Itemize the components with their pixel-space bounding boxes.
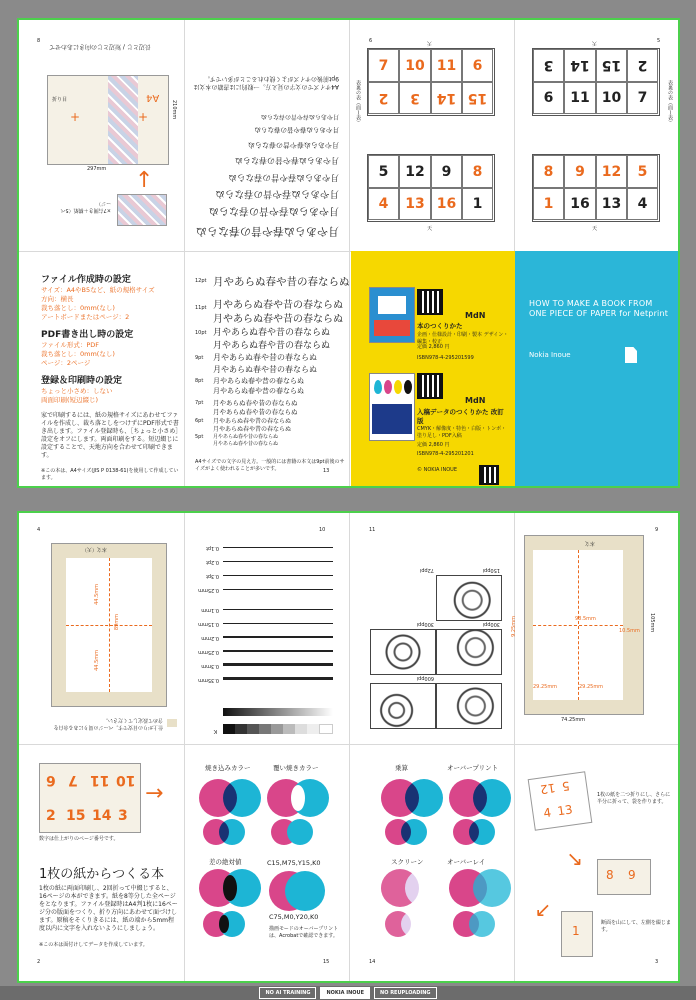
page-cell: 2 xyxy=(627,49,658,82)
sample-line: 月やあらぬ春や昔の春ならぬ xyxy=(213,300,343,311)
floral-image xyxy=(436,629,502,675)
blend-label: オーバープリント xyxy=(447,764,499,772)
page-number: 5 xyxy=(657,38,661,44)
page-cell: 9 xyxy=(564,155,596,188)
measure-label: 9.25mm xyxy=(511,616,517,637)
section-heading: ファイル作成時の設定 xyxy=(41,275,131,285)
sample-note: A4サイズでの文字の見え方。一般的には書籍の本文は9pt前後のサイズがよく使われることが多いです。 xyxy=(195,459,345,472)
page-number: 6 xyxy=(369,38,373,44)
cover-title: HOW TO MAKE A BOOK FROM ONE PIECE OF PAPER for Netprint xyxy=(529,299,669,319)
weight-label: 0.3pt xyxy=(205,573,219,579)
page-cell: 11 xyxy=(431,49,462,82)
blend-label: 焼き込みカラー xyxy=(205,764,251,772)
page-num: 14 xyxy=(92,808,112,824)
arrow-down-right-icon: → xyxy=(560,844,590,874)
fold-line xyxy=(19,744,678,745)
dpi-label: 72ppi xyxy=(419,567,434,573)
venn-circle xyxy=(219,819,245,845)
page-num: 3 xyxy=(118,808,128,824)
line-weight-samples xyxy=(189,533,339,738)
sheet-front xyxy=(17,18,680,488)
weight-line xyxy=(223,575,333,576)
sample-line: 月やあらぬ春や昔の春ならぬ xyxy=(213,276,350,288)
ten-label: 天 xyxy=(427,40,433,46)
copyright: © NOKIA INOUE xyxy=(417,467,457,473)
ink-drop-icon xyxy=(384,380,392,394)
book-body: 1枚の紙に両面印刷し、2回折って中綴じすると、16ページの本ができます。紙を8等分した全ページをとなります。ファイル登録時はA4判1枚に16ページ分の版面をつくり、折り方向にあわせて面づけします。原稿をそくりきるには、紙の端から5mm程度以内に文字を入れないようにしましょう。 xyxy=(39,885,178,933)
front-cover-panel xyxy=(515,251,680,488)
book-title: 1枚の紙からつくる本 xyxy=(39,867,165,882)
gray-gradient xyxy=(223,708,333,716)
weight-line xyxy=(223,609,333,610)
page-num: 10 xyxy=(116,772,136,788)
sample-line: 月やあらぬ春や昔の春ならぬ xyxy=(248,141,339,149)
page-cell: 15 xyxy=(596,49,627,82)
floral-image xyxy=(370,683,436,729)
blend-note: 描画モードのオーバープリントは、Acrobatで確認できます。 xyxy=(269,926,339,939)
fold-note: ×7右開き＋横紙（5ページ） xyxy=(60,200,111,213)
page-cell: 7 xyxy=(368,49,399,82)
weight-line xyxy=(223,663,333,666)
ink-drop-icon xyxy=(394,380,402,394)
venn-overlap xyxy=(223,875,237,901)
venn-circle xyxy=(401,911,427,937)
sheet-back xyxy=(17,511,680,983)
fold-line xyxy=(514,513,515,981)
page-cell: 3 xyxy=(399,82,431,114)
weight-line xyxy=(223,677,333,680)
page-cell: 6 xyxy=(533,82,564,114)
page-cell: 14 xyxy=(431,82,462,114)
venn-circle xyxy=(469,911,495,937)
step-note: 断面を山にして、左側を綴じます。 xyxy=(601,920,671,933)
resolution-samples xyxy=(369,533,504,733)
page-cell: 12 xyxy=(596,155,627,188)
gray-scale xyxy=(223,724,333,734)
sample-line: 月やあらぬ春や昔の春ならぬ xyxy=(235,156,339,165)
page-cell: 8 xyxy=(533,155,564,188)
page-num: 8 xyxy=(606,868,614,882)
page-num: 5 xyxy=(561,778,571,794)
cover-author: Nokia Inoue xyxy=(529,351,571,359)
page-num: 6 xyxy=(46,772,56,788)
measure-label: 本文 xyxy=(585,540,596,546)
book-title: 入稿データのつくりかた 改訂版 xyxy=(417,408,504,425)
side-label: 表裏の表（面１表） xyxy=(355,80,361,125)
diagram-caption: 長辺とじ / 短辺とじの向きにあわせて xyxy=(49,43,151,51)
dpi-label: 300ppi xyxy=(482,621,500,627)
setting-item: サイズ：A4やB5など、紙の規格サイズ xyxy=(41,286,155,294)
page-cell: 15 xyxy=(462,82,493,114)
book-cover-thumb xyxy=(369,287,415,343)
arrow-up-icon: ↑ xyxy=(135,168,154,193)
side-label: 表裏の表（面１表） xyxy=(667,80,673,125)
back-cover-panel xyxy=(351,251,515,488)
page-cell: 6 xyxy=(462,49,493,82)
qr-code-icon xyxy=(479,465,499,485)
venn-circle xyxy=(469,819,495,845)
measure-label: 44.5mm xyxy=(94,584,100,605)
measure-label: 105mm xyxy=(649,613,655,633)
sample-line: 月やあらぬ春や昔の春ならぬ xyxy=(213,399,298,407)
venn-circle xyxy=(473,869,511,907)
size-label: 8pt xyxy=(195,378,204,384)
measure-label: 10.5mm xyxy=(619,628,640,634)
setting-item: 両面印刷(短辺綴じ) xyxy=(41,396,99,404)
weight-label: 0.25mm xyxy=(198,649,219,655)
booklet-final xyxy=(561,911,593,957)
page-cell: 7 xyxy=(627,82,658,114)
sample-line: 月やあらぬ春や昔の春ならぬ xyxy=(213,441,279,447)
qr-code-icon xyxy=(417,289,443,315)
ten-label: 天 xyxy=(592,226,598,232)
blend-label: スクリーン xyxy=(391,858,424,866)
sample-line: 月やあらぬ春や昔の春ならぬ xyxy=(213,377,304,385)
sample-line: 月やあらぬ春や昔の春ならぬ xyxy=(196,225,339,238)
page-num: 12 xyxy=(539,780,557,797)
sample-note: A4サイズでの文字の見え方。一般的には書籍の本文は9pt前後のサイズがよく使われることが多いです。 xyxy=(193,74,339,90)
publisher-logo: MdN xyxy=(465,396,486,405)
sample-line: 月やあらぬ春や昔の春ならぬ xyxy=(213,365,317,374)
setting-item: 裁ち落とし：0mm(なし) xyxy=(41,304,115,312)
ink-drop-icon xyxy=(374,380,382,394)
footer-bar xyxy=(0,986,696,1000)
sample-line: 月やあらぬ春や昔の春ならぬ xyxy=(254,126,339,134)
legend-swatch xyxy=(167,719,177,727)
setting-item: アートボードまたはページ：2 xyxy=(41,313,130,321)
weight-line xyxy=(223,636,333,638)
fold-line xyxy=(184,513,185,981)
page-number: 10 xyxy=(319,527,326,533)
plus-mark: + xyxy=(138,110,149,124)
blend-label: オーバーレイ xyxy=(447,858,486,866)
page-cell: 10 xyxy=(596,82,627,114)
measure-label: 89mm xyxy=(114,614,120,631)
center-guide xyxy=(66,625,152,626)
floral-image xyxy=(370,629,436,675)
page-cell: 10 xyxy=(399,49,431,82)
sample-line: 月やあらぬ春や昔の春ならぬ xyxy=(213,408,298,416)
folded-sheet-step xyxy=(528,771,593,831)
blend-label: 乗算 xyxy=(395,764,408,772)
book-title: 本のつくりかた xyxy=(417,322,463,330)
sample-line: 月やあらぬ春や昔の春ならぬ xyxy=(213,434,279,440)
size-label: 10pt xyxy=(195,330,207,336)
measure-label: 29.25mm xyxy=(579,684,604,690)
book-isbn: ISBN978-4-295201599 xyxy=(417,355,474,361)
font-samples-inverted xyxy=(189,40,339,240)
sample-line: 月やあらぬ春や昔の春ならぬ xyxy=(215,188,339,199)
page-number: 4 xyxy=(37,527,41,533)
body-paragraph: 家で印刷するには、紙の規格サイズにあわせてファイルを作成し、裁ち落としをつけずにPDF形式で書き出します。ファイル登録時も、［ちょっと小さめ］設定をオフにします。両面印刷をする。短辺綴じに設定することで、天地方向を合わせて印刷できます。 xyxy=(41,412,179,460)
dpi-label: 600ppi xyxy=(416,675,434,681)
footer-tag: NOKIA INOUE xyxy=(320,987,370,999)
sample-line: 月やあらぬ春や昔の春ならぬ xyxy=(213,387,304,395)
size-label: 11pt xyxy=(195,305,207,311)
size-label: 6pt xyxy=(195,418,204,424)
blend-label: 差の絶対値 xyxy=(209,858,242,866)
section-heading: 登録＆印刷時の設定 xyxy=(41,376,123,386)
size-label: 7pt xyxy=(195,400,204,406)
step-note: 1枚の紙を二つ折りにし、さらに半分に折って、袋を作ります。 xyxy=(597,792,671,805)
height-label: 210mm xyxy=(171,100,177,120)
weight-label: 0.3mm xyxy=(201,663,219,669)
book-icon xyxy=(378,296,406,314)
weight-label: 0.2pt xyxy=(205,559,219,565)
page-num: 1 xyxy=(572,924,580,938)
page-num: 9 xyxy=(628,868,636,882)
setting-item: ちょっと小さめ：しない xyxy=(41,387,113,395)
page-cell: 16 xyxy=(431,188,462,220)
floral-image xyxy=(436,575,502,621)
folio-label: 折り目 xyxy=(52,97,68,103)
page-number: 3 xyxy=(655,959,659,965)
page-cell: 14 xyxy=(564,49,596,82)
footer-tag: NO AI TRAINING xyxy=(259,987,316,999)
dpi-label: 150ppi xyxy=(482,567,500,573)
book-price: 定価 2,860 円 xyxy=(417,442,450,448)
imposition-grid xyxy=(532,154,660,222)
page-measure-diagram xyxy=(51,543,167,707)
page-number: 13 xyxy=(323,468,330,474)
caption: 数字は仕上がりのページ番号です。 xyxy=(39,836,119,842)
page-measure-diagram xyxy=(511,535,644,715)
weight-label: 0.1pt xyxy=(205,545,219,551)
measure-label: 29.25mm xyxy=(533,684,558,690)
a4-sheet-diagram xyxy=(47,75,169,165)
fold-line xyxy=(349,20,350,486)
weight-line xyxy=(223,589,333,590)
venn-overlap xyxy=(219,915,229,933)
page-num: 13 xyxy=(556,802,574,819)
venn-circle xyxy=(405,779,443,817)
sample-line: 月やあらぬ春や昔の春ならぬ xyxy=(213,426,292,433)
venn-circle xyxy=(285,871,325,911)
setting-item: 方向：横長 xyxy=(41,295,74,303)
book-isbn: ISBN978-4-295201201 xyxy=(417,451,474,457)
imposition-grid xyxy=(532,48,660,116)
page-num: 11 xyxy=(90,772,110,788)
fold-line xyxy=(349,513,350,981)
arrow-right-icon: → xyxy=(145,781,164,806)
plus-mark: + xyxy=(70,110,81,124)
ink-drop-icon xyxy=(404,380,412,394)
ten-label: 天 xyxy=(427,226,433,232)
weight-label: 0.35mm xyxy=(198,677,219,683)
paper-icon xyxy=(625,347,637,363)
size-label: 5pt xyxy=(195,434,204,440)
qr-code-icon xyxy=(417,373,443,399)
fold-line xyxy=(184,20,185,486)
venn-circle xyxy=(401,819,427,845)
arrow-down-left-icon: → xyxy=(528,896,558,926)
settings-column xyxy=(41,272,181,481)
page-number: 8 xyxy=(37,38,41,44)
page-cell: 8 xyxy=(462,155,493,188)
book-subtitle: CMYK・解像度・特色・白版・トンボ・塗り足し・PDF入稿 xyxy=(417,426,507,439)
size-label: 12pt xyxy=(195,278,207,284)
page-num: 15 xyxy=(66,808,86,824)
folded-sheet-thumb xyxy=(117,194,167,226)
weight-label: 0.15mm xyxy=(198,621,219,627)
page-cell: 5 xyxy=(368,155,399,188)
size-label: 9pt xyxy=(195,355,204,361)
page-cell: 1 xyxy=(533,188,564,220)
venn-overlap xyxy=(291,785,305,811)
width-label: 297mm xyxy=(87,166,107,172)
weight-label: 0.25mm xyxy=(198,587,219,593)
page-num: 7 xyxy=(68,772,78,788)
floral-image xyxy=(436,683,502,729)
weight-line xyxy=(223,561,333,562)
imposition-grid xyxy=(367,154,495,222)
sample-line: 月やあらぬ春や昔の春ならぬ xyxy=(213,328,331,338)
weight-label: 0.2mm xyxy=(201,635,219,641)
sample-line: 月やあらぬ春や昔の春ならぬ xyxy=(213,341,331,351)
setting-item: 裁ち落とし：0mm(なし) xyxy=(41,350,115,358)
venn-circle xyxy=(223,779,261,817)
book-cover-thumb xyxy=(369,373,415,441)
setting-item: ファイル形式：PDF xyxy=(41,341,100,349)
page-number: 15 xyxy=(323,959,330,965)
venn-circle xyxy=(405,869,443,907)
sample-line: 月やあらぬ春や昔の春ならぬ xyxy=(213,314,343,325)
blend-label: 覆い焼きカラー xyxy=(273,764,319,772)
size-label: A4 xyxy=(146,92,160,103)
setting-item: ページ：2ページ xyxy=(41,359,91,367)
book-subtitle: 企画・仕様設計・印刷・製本 デザイン・編集・校正 xyxy=(417,332,509,345)
venn-circle xyxy=(473,779,511,817)
footer-tag: NO REUPLOADING xyxy=(374,987,436,999)
sample-line: 月やあらぬ春や昔の春ならぬ xyxy=(213,353,317,362)
sample-line: 月やあらぬ春や昔の春ならぬ xyxy=(228,172,339,182)
cmyk-label: C75,M0,Y20,K0 xyxy=(269,913,319,921)
venn-circle xyxy=(287,819,313,845)
booklet-step xyxy=(597,859,651,895)
section-heading: PDF書き出し時の設定 xyxy=(41,330,134,340)
cover-band xyxy=(374,320,410,336)
measure-label: 98.5mm xyxy=(575,616,596,622)
measure-label: 本文（天） xyxy=(82,546,108,552)
book-note: ※この本は面付けしてデータを作成しています。 xyxy=(39,942,148,948)
page-number: 2 xyxy=(37,959,41,965)
weight-line xyxy=(223,547,333,548)
weight-line xyxy=(223,650,333,652)
folded-pages-diagram xyxy=(39,763,141,833)
weight-line xyxy=(223,623,333,624)
page-number: 11 xyxy=(369,527,376,533)
page-cell: 11 xyxy=(564,82,596,114)
page-number: 9 xyxy=(655,527,659,533)
measure-label: 44.5mm xyxy=(94,650,100,671)
ten-label: 天 xyxy=(592,40,598,46)
page-cell: 3 xyxy=(533,49,564,82)
page-cell: 13 xyxy=(399,188,431,220)
page-cell: 1 xyxy=(462,188,493,220)
page-cell: 13 xyxy=(596,188,627,220)
center-guide xyxy=(578,550,579,700)
page-num: 4 xyxy=(542,805,553,821)
sample-line: 月やあらぬ春や昔の春ならぬ xyxy=(213,418,292,425)
imposition-grid xyxy=(367,48,495,116)
page-cell: 16 xyxy=(564,188,596,220)
weight-label: 0.1mm xyxy=(201,607,219,613)
page-cell: 4 xyxy=(627,188,658,220)
cmyk-label: C15,M75,Y15,K0 xyxy=(267,859,321,867)
publisher-logo: MdN xyxy=(465,311,486,320)
page-cell: 5 xyxy=(627,155,658,188)
scale-label: K xyxy=(213,728,217,734)
page-cell: 4 xyxy=(368,188,399,220)
footnote: ※この本は、A4サイズ(JIS P 0138-61)を使用して作成しています。 xyxy=(41,467,179,481)
pattern-strip xyxy=(108,76,138,164)
page-cell: 2 xyxy=(368,82,399,114)
sample-line: 月やあらぬ春や昔の春ならぬ xyxy=(260,113,339,120)
page-num: 2 xyxy=(46,808,56,824)
sample-line: 月やあらぬ春や昔の春ならぬ xyxy=(209,205,339,216)
measure-label: 74.25mm xyxy=(561,717,586,723)
page-cell: 12 xyxy=(399,155,431,188)
dpi-label: 300ppi xyxy=(416,621,434,627)
book-price: 定価 2,860 円 xyxy=(417,344,450,350)
cover-band xyxy=(372,404,412,434)
page-cell: 9 xyxy=(431,155,462,188)
page-number: 14 xyxy=(369,959,376,965)
measure-note: 仕上がりの目安です。ページの周りにある余白を含めて設定してください。 xyxy=(53,717,163,730)
